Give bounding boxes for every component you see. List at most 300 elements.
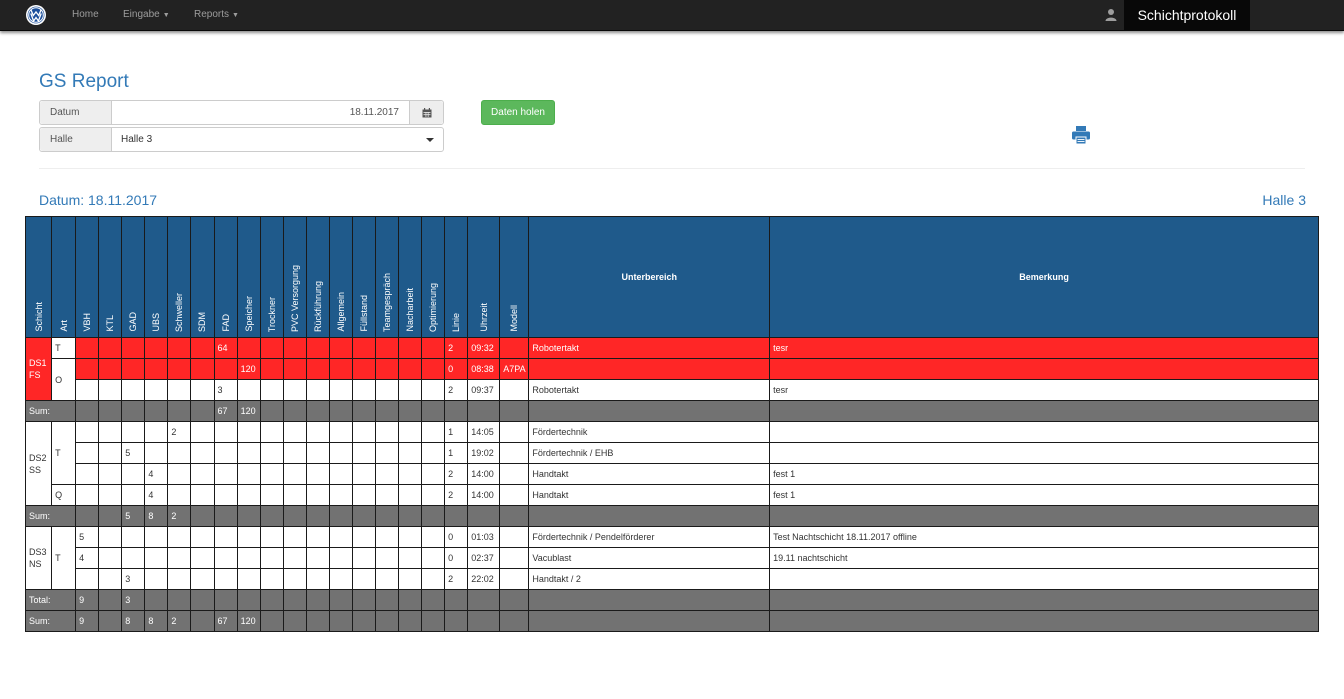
table-cell: 67: [214, 611, 237, 632]
table-cell: [237, 485, 260, 506]
table-cell: [122, 527, 145, 548]
table-cell: [260, 611, 283, 632]
table-cell: [445, 401, 468, 422]
table-cell: [329, 485, 352, 506]
column-header[interactable]: [99, 217, 122, 338]
column-header[interactable]: [283, 217, 306, 338]
table-cell: [260, 443, 283, 464]
column-header[interactable]: [306, 217, 329, 338]
table-cell: [352, 590, 375, 611]
user-icon[interactable]: [1105, 8, 1117, 22]
table-cell: [375, 590, 398, 611]
table-cell: [283, 506, 306, 527]
column-header[interactable]: [26, 217, 52, 338]
table-cell: [306, 380, 329, 401]
table-cell: [375, 401, 398, 422]
table-cell: [422, 569, 445, 590]
table-cell: [422, 506, 445, 527]
table-cell: [500, 506, 529, 527]
table-cell: [214, 359, 237, 380]
table-cell: [214, 527, 237, 548]
table-cell: A7PA: [500, 359, 529, 380]
print-icon[interactable]: [1071, 125, 1091, 145]
table-cell: [145, 443, 168, 464]
table-cell: [375, 380, 398, 401]
table-cell: [283, 548, 306, 569]
table-cell: 120: [237, 611, 260, 632]
table-cell: 14:00: [468, 485, 500, 506]
table-cell: [399, 359, 422, 380]
column-header-label: Schicht: [33, 302, 44, 332]
table-cell: 5: [122, 443, 145, 464]
table-cell: [168, 380, 191, 401]
caret-down-icon: ▼: [232, 12, 239, 19]
table-cell: [770, 611, 1319, 632]
table-cell: 2: [445, 569, 468, 590]
table-cell: [76, 359, 99, 380]
table-cell: [529, 359, 770, 380]
table-cell: [76, 401, 99, 422]
table-cell: [422, 401, 445, 422]
table-cell: [122, 422, 145, 443]
column-header[interactable]: [352, 217, 375, 338]
column-header[interactable]: [375, 217, 398, 338]
table-cell: [500, 443, 529, 464]
table-cell: [375, 422, 398, 443]
table-cell: [375, 338, 398, 359]
table-cell: [214, 464, 237, 485]
table-cell: 09:32: [468, 338, 500, 359]
fetch-data-button[interactable]: Daten holen: [481, 100, 555, 125]
column-header-label: Art: [58, 320, 69, 332]
table-cell: 2: [445, 338, 468, 359]
table-cell: [352, 380, 375, 401]
table-cell: [422, 338, 445, 359]
table-cell: [76, 464, 99, 485]
table-cell: [260, 485, 283, 506]
table-cell: [122, 338, 145, 359]
table-cell: [283, 485, 306, 506]
table-cell: [399, 443, 422, 464]
table-cell: [99, 422, 122, 443]
table-cell: [145, 590, 168, 611]
table-cell: [283, 359, 306, 380]
table-cell: [168, 401, 191, 422]
table-cell: [306, 548, 329, 569]
art-label: T: [52, 527, 76, 590]
table-cell: 09:37: [468, 380, 500, 401]
table-cell: [399, 338, 422, 359]
sum-label: Sum:: [26, 506, 76, 527]
column-header-label: Trockner: [266, 296, 277, 332]
column-header-label: Füllstand: [358, 295, 369, 332]
column-header[interactable]: [445, 217, 468, 338]
table-cell: [468, 506, 500, 527]
table-row[interactable]: [26, 338, 1319, 359]
app-brand[interactable]: Schichtprotokoll: [1124, 0, 1250, 31]
table-cell: [145, 527, 168, 548]
sum-row: [26, 401, 1319, 422]
table-cell: [422, 548, 445, 569]
table-cell: [770, 401, 1319, 422]
table-cell: [260, 380, 283, 401]
table-cell: [329, 527, 352, 548]
table-cell: [260, 548, 283, 569]
table-cell: [770, 506, 1319, 527]
table-cell: [352, 422, 375, 443]
shift-label: [26, 527, 52, 590]
column-header[interactable]: Bemerkung: [770, 217, 1319, 338]
table-cell: 14:00: [468, 464, 500, 485]
table-cell: [237, 590, 260, 611]
sum-row: [26, 506, 1319, 527]
table-cell: [168, 359, 191, 380]
table-cell: [122, 401, 145, 422]
table-cell: [422, 380, 445, 401]
table-cell: 9: [76, 590, 99, 611]
table-cell: [352, 401, 375, 422]
table-cell: 8: [122, 611, 145, 632]
shift-label: [26, 338, 52, 401]
column-header[interactable]: [468, 217, 500, 338]
table-cell: [529, 401, 770, 422]
table-cell: 67: [214, 401, 237, 422]
table-cell: [306, 443, 329, 464]
nav-home-link[interactable]: Home: [72, 9, 99, 20]
table-cell: [191, 485, 214, 506]
table-cell: 3: [122, 590, 145, 611]
column-header-label: KTL: [105, 315, 116, 332]
column-header[interactable]: [122, 217, 145, 338]
art-label: T: [52, 422, 76, 485]
halle-select[interactable]: Halle 3: [121, 134, 153, 145]
table-cell: [445, 611, 468, 632]
table-cell: [329, 590, 352, 611]
table-cell: [99, 590, 122, 611]
table-row[interactable]: [26, 569, 1319, 590]
shift-label-line: DS1: [29, 358, 47, 368]
shift-label-line: DS3: [29, 547, 47, 557]
table-cell: Fördertechnik / EHB: [529, 443, 770, 464]
table-cell: [214, 506, 237, 527]
column-header-label: FAD: [220, 314, 231, 332]
table-cell: [260, 506, 283, 527]
table-row[interactable]: [26, 443, 1319, 464]
table-cell: [191, 569, 214, 590]
art-label: T: [52, 338, 76, 359]
table-cell: [422, 527, 445, 548]
table-cell: 2: [445, 485, 468, 506]
table-cell: [283, 611, 306, 632]
vw-logo-icon[interactable]: [25, 4, 47, 26]
column-header-label: Optimierung: [428, 282, 439, 332]
table-cell: Robotertakt: [529, 380, 770, 401]
table-cell: [329, 380, 352, 401]
table-cell: [283, 422, 306, 443]
table-cell: [352, 464, 375, 485]
table-cell: [352, 506, 375, 527]
table-cell: [76, 443, 99, 464]
table-cell: [329, 338, 352, 359]
table-cell: [352, 359, 375, 380]
table-cell: 2: [445, 380, 468, 401]
table-cell: [122, 359, 145, 380]
table-cell: [329, 569, 352, 590]
calendar-button[interactable]: [409, 101, 443, 124]
table-cell: [191, 527, 214, 548]
table-cell: tesr: [770, 380, 1319, 401]
shift-label-line: DS2: [29, 452, 47, 463]
table-cell: [283, 590, 306, 611]
table-cell: [168, 590, 191, 611]
divider: [39, 168, 1305, 169]
column-header[interactable]: Unterbereich: [529, 217, 770, 338]
table-cell: [468, 401, 500, 422]
table-cell: 1: [445, 443, 468, 464]
top-navbar: [0, 0, 1344, 31]
table-cell: Handtakt: [529, 464, 770, 485]
table-cell: 64: [214, 338, 237, 359]
table-cell: [191, 548, 214, 569]
halle-label: Halle: [40, 128, 112, 151]
table-cell: [445, 590, 468, 611]
table-cell: [329, 443, 352, 464]
table-cell: [122, 380, 145, 401]
table-cell: [283, 401, 306, 422]
table-cell: 2: [445, 464, 468, 485]
column-header[interactable]: [500, 217, 529, 338]
table-cell: [375, 548, 398, 569]
table-cell: Fördertechnik / Pendelförderer: [529, 527, 770, 548]
table-cell: [237, 443, 260, 464]
table-cell: [99, 359, 122, 380]
table-cell: Vacublast: [529, 548, 770, 569]
datum-input[interactable]: 18.11.2017: [349, 107, 399, 118]
table-cell: [237, 548, 260, 569]
column-header[interactable]: [76, 217, 99, 338]
table-cell: [329, 548, 352, 569]
column-header[interactable]: [399, 217, 422, 338]
table-cell: [500, 401, 529, 422]
column-header[interactable]: [145, 217, 168, 338]
shift-report-table: [25, 216, 1319, 632]
table-cell: [122, 548, 145, 569]
table-cell: [306, 338, 329, 359]
table-cell: [329, 359, 352, 380]
table-cell: tesr: [770, 338, 1319, 359]
table-cell: [422, 611, 445, 632]
table-cell: [352, 338, 375, 359]
table-cell: [145, 548, 168, 569]
column-header-label: Uhrzeit: [478, 303, 489, 332]
column-header-label: UBS: [151, 313, 162, 332]
column-header[interactable]: [237, 217, 260, 338]
table-cell: [399, 380, 422, 401]
table-cell: [375, 464, 398, 485]
table-row[interactable]: [26, 527, 1319, 548]
table-cell: [770, 422, 1319, 443]
table-cell: [99, 527, 122, 548]
table-cell: 8: [145, 506, 168, 527]
table-cell: [214, 422, 237, 443]
table-cell: [122, 464, 145, 485]
table-cell: 0: [445, 359, 468, 380]
art-label: O: [52, 359, 76, 401]
table-cell: [168, 527, 191, 548]
table-cell: [352, 611, 375, 632]
table-cell: 22:02: [468, 569, 500, 590]
column-header[interactable]: [168, 217, 191, 338]
table-cell: [399, 422, 422, 443]
table-cell: [306, 527, 329, 548]
page-title: GS Report: [39, 71, 129, 92]
column-header[interactable]: [422, 217, 445, 338]
table-cell: [352, 485, 375, 506]
shift-label-line: NS: [29, 559, 42, 569]
table-cell: [500, 422, 529, 443]
table-cell: [329, 422, 352, 443]
table-cell: [76, 422, 99, 443]
table-cell: Handtakt / 2: [529, 569, 770, 590]
table-cell: [352, 527, 375, 548]
sum-label: Sum:: [26, 401, 76, 422]
table-cell: [260, 527, 283, 548]
table-cell: [529, 611, 770, 632]
column-header-label: Speicher: [243, 296, 254, 332]
table-cell: [260, 401, 283, 422]
table-cell: [237, 380, 260, 401]
table-cell: [306, 422, 329, 443]
table-cell: 02:37: [468, 548, 500, 569]
halle-input-group: [39, 127, 444, 152]
column-header[interactable]: [214, 217, 237, 338]
table-cell: 9: [76, 611, 99, 632]
table-cell: 4: [145, 464, 168, 485]
column-header[interactable]: [329, 217, 352, 338]
table-cell: [76, 485, 99, 506]
table-cell: Robotertakt: [529, 338, 770, 359]
table-cell: Fördertechnik: [529, 422, 770, 443]
table-cell: 0: [445, 548, 468, 569]
table-cell: [329, 401, 352, 422]
table-cell: [500, 380, 529, 401]
table-cell: [191, 611, 214, 632]
table-cell: [399, 548, 422, 569]
table-cell: 120: [237, 359, 260, 380]
column-header-label: Schweller: [174, 292, 185, 332]
datum-input-group: [39, 100, 444, 125]
table-cell: [191, 422, 214, 443]
grand-sum-row: [26, 611, 1319, 632]
table-cell: [422, 485, 445, 506]
table-cell: [191, 506, 214, 527]
table-cell: [500, 485, 529, 506]
table-cell: [375, 611, 398, 632]
table-cell: [445, 506, 468, 527]
table-cell: [99, 611, 122, 632]
table-row[interactable]: [26, 422, 1319, 443]
column-header-label: PVC Versorgung: [289, 264, 300, 332]
table-cell: [214, 569, 237, 590]
table-cell: [237, 506, 260, 527]
table-cell: [237, 422, 260, 443]
table-row[interactable]: [26, 464, 1319, 485]
table-cell: [283, 569, 306, 590]
table-cell: [306, 611, 329, 632]
column-header[interactable]: [191, 217, 214, 338]
table-cell: [76, 569, 99, 590]
caret-down-icon[interactable]: [426, 138, 434, 142]
column-header-label: Linie: [451, 312, 462, 332]
table-cell: [500, 548, 529, 569]
sum-row: [26, 590, 1319, 611]
table-row[interactable]: [26, 380, 1319, 401]
table-cell: [770, 359, 1319, 380]
shift-label-line: FS: [29, 370, 41, 380]
nav-reports-dropdown[interactable]: Reports ▼: [194, 9, 239, 20]
table-row[interactable]: [26, 359, 1319, 380]
table-cell: [99, 485, 122, 506]
shift-label-line: SS: [29, 464, 42, 475]
table-header-row: [26, 217, 1319, 338]
column-header[interactable]: [260, 217, 283, 338]
table-cell: [76, 338, 99, 359]
table-cell: [122, 485, 145, 506]
table-cell: [329, 464, 352, 485]
table-cell: [399, 506, 422, 527]
table-cell: [500, 569, 529, 590]
table-cell: [422, 359, 445, 380]
table-cell: [352, 443, 375, 464]
caret-down-icon: ▼: [162, 12, 170, 19]
table-cell: 0: [445, 527, 468, 548]
table-cell: [168, 443, 191, 464]
table-cell: 2: [168, 611, 191, 632]
table-cell: Test Nachtschicht 18.11.2017 offline: [770, 527, 1319, 548]
report-hall-heading: Halle 3: [1262, 192, 1306, 208]
table-cell: [283, 443, 306, 464]
table-cell: [168, 485, 191, 506]
table-cell: [770, 443, 1319, 464]
table-row[interactable]: [26, 548, 1319, 569]
table-cell: [306, 569, 329, 590]
table-cell: [468, 611, 500, 632]
table-cell: 8: [145, 611, 168, 632]
column-header-label: Rückführung: [312, 280, 323, 332]
table-cell: [214, 443, 237, 464]
table-cell: [283, 380, 306, 401]
table-cell: [191, 443, 214, 464]
table-cell: [145, 338, 168, 359]
table-row[interactable]: [26, 485, 1319, 506]
table-cell: 3: [214, 380, 237, 401]
sum-label: Sum:: [26, 611, 76, 632]
table-cell: [329, 611, 352, 632]
table-cell: [399, 569, 422, 590]
table-cell: [500, 590, 529, 611]
table-cell: [99, 380, 122, 401]
table-cell: 4: [145, 485, 168, 506]
column-header[interactable]: [52, 217, 76, 338]
table-cell: [306, 485, 329, 506]
table-cell: [375, 569, 398, 590]
table-cell: [191, 401, 214, 422]
table-cell: [375, 485, 398, 506]
column-header-label: Teamgespräch: [381, 272, 392, 332]
table-cell: [99, 338, 122, 359]
nav-eingabe-dropdown[interactable]: Eingabe ▼: [123, 9, 170, 20]
table-cell: [191, 338, 214, 359]
